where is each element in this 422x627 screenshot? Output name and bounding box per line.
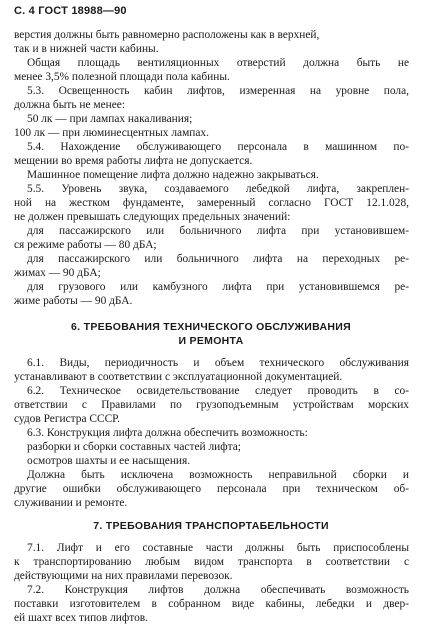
page-header: С. 4 ГОСТ 18988—90 [14,5,127,17]
text-line: ся режиме работы — 80 дБА; [14,239,157,251]
text-line: ной на жестком фундаменте, замеренный согласно ГОСТ 12.1.028, [14,197,409,209]
text-line: 6.3. Конструкция лифта должна обеспечить возможность: [27,427,308,439]
text-line: осмотров шахты и ее насыщения. [27,455,191,467]
text-line: 5.5. Уровень звука, создаваемого лебедкой лифта, закреплен- [27,183,409,195]
text-line: разборки и сборки составных частей лифта; [27,441,241,453]
text-line: поставки изготовителем в собранном виде кабины, лебедки и двер- [14,598,409,610]
text-line: 5.3. Освещенность кабин лифтов, измеренная на уровне пола, [27,85,409,97]
text-line: действующими на них правилами перевозок. [14,570,233,582]
text-line: для пассажирского или больничного лифта при установившем- [27,225,409,237]
text-line: 50 лк — при лампах накаливания; [27,113,193,125]
text-line: должна быть не менее: [14,99,125,111]
text-line: так и в нижней части кабины. [14,43,159,55]
section-7-heading: 7. ТРЕБОВАНИЯ ТРАНСПОРТАБЕЛЬНОСТИ [93,520,329,532]
text-line: другие ошибки обслуживающего персонала при техническом об- [14,483,409,495]
text-line: жимах — 90 дБА; [14,267,101,279]
text-line: 100 лк — при люминесцентных лампах. [14,127,209,139]
text-line: 7.2. Конструкция лифтов должна обеспечивать возможность [27,584,409,596]
text-line: судов Регистра СССР. [14,413,120,425]
text-line: ей шахт всех типов лифтов. [14,612,149,624]
text-line: верстия должны быть равномерно расположены как в верхней, [14,29,320,41]
text-line: к транспортированию любым видом транспорта в соответствии с [14,556,409,568]
text-line: для пассажирского или больничного лифта на переходных ре- [27,253,409,265]
section-6-heading: 6. ТРЕБОВАНИЯ ТЕХНИЧЕСКОГО ОБСЛУЖИВАНИЯ [71,321,351,333]
text-line: 7.1. Лифт и его составные части должны быть приспособлены [27,542,409,554]
text-line: устанавливают в соответствии с эксплуатационной документацией. [14,371,343,383]
text-line: Должна быть исключена возможность неправильной сборки и [27,469,409,481]
text-line: не должен превышать следующих предельных значений: [14,211,291,223]
text-line: ответствии с Правилами по грузоподъемным устройствам морских [14,399,409,411]
text-line: мещении во время работы лифта не допускается. [14,155,253,167]
section-6-heading: И РЕМОНТА [178,335,244,347]
text-line: 6.1. Виды, периодичность и объем технического обслуживания [27,357,409,369]
text-line: жиме работы — 90 дБА. [14,295,133,307]
text-line: менее 3,5% полезной площади пола кабины. [14,71,230,83]
text-line: Машинное помещение лифта должно надежно закрываться. [27,169,319,181]
text-line: для грузового или камбузного лифта при установившемся ре- [27,281,409,293]
text-line: Общая площадь вентиляционных отверстий должна быть не [27,57,409,69]
text-line: 6.2. Техническое освидетельствование следует проводить в со- [27,385,409,397]
text-line: служивании и ремонте. [14,497,128,509]
text-line: 5.4. Нахождение обслуживающего персонала в машинном по- [27,141,409,153]
